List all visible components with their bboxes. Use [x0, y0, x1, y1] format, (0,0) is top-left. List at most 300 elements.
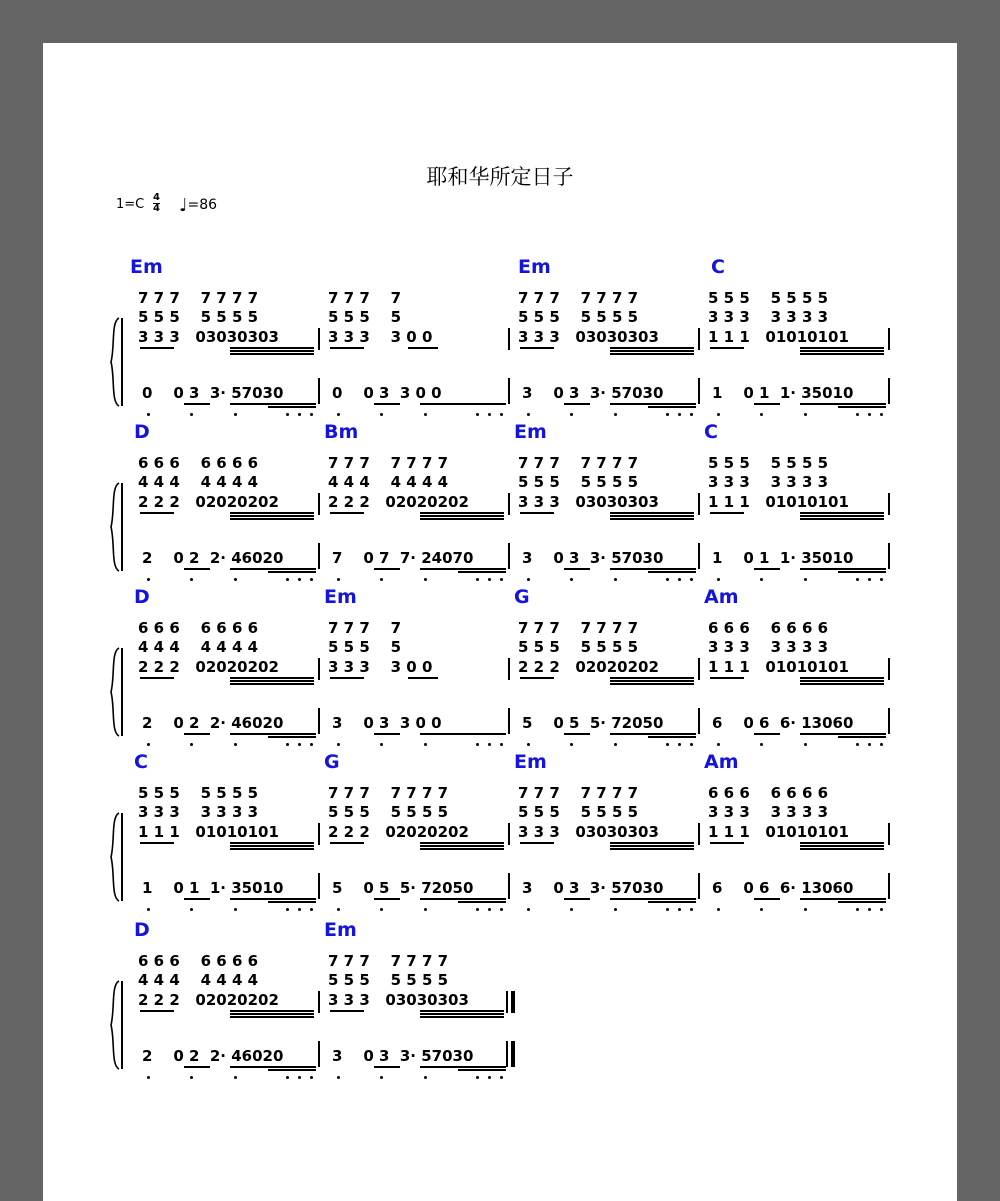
- barline: [698, 378, 700, 404]
- upper-voice-line-3: 1 1 1 01010101: [708, 823, 849, 841]
- beam-line: [800, 680, 884, 682]
- upper-voice-line-3: 3 3 3 03030303: [328, 991, 469, 1009]
- beam-line: [800, 898, 886, 900]
- key-signature: 1=C: [116, 197, 145, 212]
- octave-dot: [856, 908, 859, 911]
- beam-line: [564, 898, 590, 900]
- octave-dot: [234, 908, 237, 911]
- beam-line: [800, 733, 886, 735]
- beam-line: [420, 568, 506, 570]
- beam-line: [140, 347, 174, 349]
- octave-dot: [760, 413, 763, 416]
- beam-line: [268, 406, 316, 408]
- octave-dot: [190, 578, 193, 581]
- chord-label: G: [324, 751, 340, 773]
- beam-line: [140, 512, 174, 514]
- octave-dot: [424, 413, 427, 416]
- octave-dot: [500, 1076, 503, 1079]
- octave-dot: [856, 578, 859, 581]
- barline: [508, 543, 510, 569]
- octave-dot: [147, 908, 150, 911]
- upper-voice-line-1: 7 7 7 7: [328, 619, 402, 637]
- lower-voice-line: 1 0 1 1· 35010: [712, 549, 854, 567]
- beam-line: [458, 1069, 506, 1071]
- beam-line: [230, 1066, 316, 1068]
- beam-line: [520, 512, 554, 514]
- beam-line: [610, 680, 694, 682]
- octave-dot: [856, 743, 859, 746]
- beam-line: [610, 403, 696, 405]
- barline: [318, 658, 320, 680]
- beam-line: [330, 347, 364, 349]
- upper-voice-line-2: 5 5 5 5 5 5 5: [138, 308, 259, 326]
- upper-voice-line-2: 5 5 5 5: [328, 638, 402, 656]
- octave-dot: [690, 413, 693, 416]
- upper-voice-line-2: 4 4 4 4 4 4 4: [138, 638, 259, 656]
- barline: [698, 328, 700, 350]
- octave-dot: [488, 908, 491, 911]
- octave-dot: [488, 578, 491, 581]
- beam-line: [800, 518, 884, 520]
- beam-line: [230, 568, 316, 570]
- barline: [508, 328, 510, 350]
- barline: [508, 658, 510, 680]
- upper-voice-line-2: 5 5 5 5 5 5 5: [328, 971, 449, 989]
- beam-line: [610, 677, 694, 679]
- beam-line: [374, 898, 400, 900]
- octave-dot: [488, 1076, 491, 1079]
- beam-line: [838, 736, 886, 738]
- beam-line: [610, 733, 696, 735]
- beam-line: [420, 845, 504, 847]
- beam-line: [610, 848, 694, 850]
- octave-dot: [527, 743, 530, 746]
- beam-line: [610, 898, 696, 900]
- lower-voice-line: 3 0 3 3 0 0: [332, 714, 442, 732]
- octave-dot: [804, 413, 807, 416]
- octave-dot: [760, 578, 763, 581]
- barline: [698, 708, 700, 734]
- octave-dot: [500, 908, 503, 911]
- beam-line: [610, 347, 694, 349]
- octave-dot: [500, 578, 503, 581]
- beam-line: [230, 680, 314, 682]
- octave-dot: [856, 413, 859, 416]
- upper-voice-line-1: 7 7 7 7 7 7 7: [518, 454, 639, 472]
- chord-label: Am: [704, 586, 739, 608]
- upper-voice-line-1: 5 5 5 5 5 5 5: [708, 289, 829, 307]
- beam-line: [230, 1010, 314, 1012]
- octave-dot: [666, 413, 669, 416]
- upper-voice-line-3: 2 2 2 02020202: [518, 658, 659, 676]
- upper-voice-line-2: 3 3 3 3 3 3 3: [708, 308, 829, 326]
- lower-voice-line: 2 0 2 2· 46020: [142, 714, 284, 732]
- upper-voice-line-1: 6 6 6 6 6 6 6: [138, 952, 259, 970]
- beam-line: [648, 901, 696, 903]
- barline: [888, 328, 890, 350]
- upper-voice-line-3: 3 3 3 03030303: [518, 493, 659, 511]
- barline: [508, 493, 510, 515]
- beam-line: [374, 1066, 400, 1068]
- lower-voice-line: 0 0 3 3 0 0: [332, 384, 442, 402]
- beam-line: [610, 683, 694, 685]
- beam-line: [610, 350, 694, 352]
- upper-voice-line-1: 7 7 7 7 7 7 7: [328, 454, 449, 472]
- lower-voice-line: 0 0 3 3· 57030: [142, 384, 284, 402]
- beam-line: [458, 901, 506, 903]
- beam-line: [610, 518, 694, 520]
- upper-voice-line-1: 7 7 7 7 7 7 7: [518, 289, 639, 307]
- barline: [318, 708, 320, 734]
- beam-line: [230, 347, 314, 349]
- upper-voice-line-1: 5 5 5 5 5 5 5: [708, 454, 829, 472]
- beam-line: [710, 512, 744, 514]
- beam-line: [800, 403, 886, 405]
- octave-dot: [190, 413, 193, 416]
- beam-line: [754, 403, 780, 405]
- upper-voice-line-1: 6 6 6 6 6 6 6: [138, 454, 259, 472]
- barline: [508, 823, 510, 845]
- lower-voice-line: 3 0 3 3· 57030: [522, 879, 664, 897]
- beam-line: [420, 1016, 504, 1018]
- upper-voice-line-3: 3 3 3 03030303: [518, 823, 659, 841]
- upper-voice-line-3: 1 1 1 01010101: [708, 493, 849, 511]
- octave-dot: [337, 413, 340, 416]
- octave-dot: [234, 743, 237, 746]
- barline: [698, 493, 700, 515]
- lower-voice-line: 2 0 2 2· 46020: [142, 1047, 284, 1065]
- octave-dot: [190, 1076, 193, 1079]
- chord-label: D: [134, 586, 150, 608]
- octave-dot: [310, 908, 313, 911]
- beam-line: [800, 677, 884, 679]
- octave-dot: [614, 413, 617, 416]
- quarter-note-icon: ♩: [179, 195, 188, 216]
- octave-dot: [868, 908, 871, 911]
- beam-line: [420, 515, 504, 517]
- upper-voice-line-2: 4 4 4 4 4 4 4: [138, 473, 259, 491]
- beam-line: [268, 901, 316, 903]
- upper-voice-line-3: 3 3 3 3 0 0: [328, 658, 433, 676]
- upper-voice-line-3: 2 2 2 02020202: [138, 658, 279, 676]
- octave-dot: [570, 908, 573, 911]
- upper-voice-line-3: 3 3 3 3 0 0: [328, 328, 433, 346]
- upper-voice-line-2: 5 5 5 5: [328, 308, 402, 326]
- beam-line: [754, 733, 780, 735]
- beam-line: [140, 842, 174, 844]
- octave-dot: [286, 908, 289, 911]
- beam-line: [610, 512, 694, 514]
- final-barline-thick: [511, 991, 515, 1013]
- octave-dot: [880, 413, 883, 416]
- beam-line: [330, 677, 364, 679]
- octave-dot: [868, 413, 871, 416]
- upper-voice-line-2: 5 5 5 5 5 5 5: [328, 803, 449, 821]
- octave-dot: [880, 578, 883, 581]
- beam-line: [420, 1010, 504, 1012]
- upper-voice-line-2: 4 4 4 4 4 4 4: [328, 473, 449, 491]
- octave-dot: [424, 1076, 427, 1079]
- barline: [888, 493, 890, 515]
- barline: [888, 543, 890, 569]
- upper-voice-line-3: 2 2 2 02020202: [138, 991, 279, 1009]
- octave-dot: [310, 743, 313, 746]
- beam-line: [420, 403, 506, 405]
- chord-label: D: [134, 421, 150, 443]
- beam-line: [184, 403, 210, 405]
- octave-dot: [424, 743, 427, 746]
- beam-line: [408, 677, 438, 679]
- barline: [888, 873, 890, 899]
- octave-dot: [880, 908, 883, 911]
- barline: [888, 708, 890, 734]
- beam-line: [800, 842, 884, 844]
- lower-voice-line: 2 0 2 2· 46020: [142, 549, 284, 567]
- barline: [318, 1041, 320, 1067]
- beam-line: [140, 677, 174, 679]
- lower-voice-line: 3 0 3 3· 57030: [522, 549, 664, 567]
- beam-line: [610, 568, 696, 570]
- beam-line: [184, 1066, 210, 1068]
- octave-dot: [527, 578, 530, 581]
- upper-voice-line-3: 3 3 3 03030303: [138, 328, 279, 346]
- chord-label: C: [711, 256, 725, 278]
- chord-label: Em: [518, 256, 551, 278]
- upper-voice-line-3: 2 2 2 02020202: [138, 493, 279, 511]
- octave-dot: [678, 743, 681, 746]
- beam-line: [184, 898, 210, 900]
- octave-dot: [476, 1076, 479, 1079]
- barline: [698, 823, 700, 845]
- beam-line: [268, 1069, 316, 1071]
- octave-dot: [666, 908, 669, 911]
- octave-dot: [804, 908, 807, 911]
- octave-dot: [476, 908, 479, 911]
- upper-voice-line-1: 6 6 6 6 6 6 6: [708, 619, 829, 637]
- final-barline-thin: [506, 1041, 508, 1067]
- barline: [698, 658, 700, 680]
- lower-voice-line: 6 0 6 6· 13060: [712, 879, 854, 897]
- beam-line: [230, 512, 314, 514]
- octave-dot: [310, 413, 313, 416]
- upper-voice-line-2: 3 3 3 3 3 3 3: [708, 803, 829, 821]
- octave-dot: [424, 908, 427, 911]
- score-page: [43, 43, 957, 1201]
- octave-dot: [717, 413, 720, 416]
- chord-label: C: [704, 421, 718, 443]
- beam-line: [564, 733, 590, 735]
- beam-line: [230, 1013, 314, 1015]
- lower-voice-line: 3 0 3 3· 57030: [332, 1047, 474, 1065]
- barline: [888, 823, 890, 845]
- beam-line: [268, 571, 316, 573]
- octave-dot: [678, 413, 681, 416]
- beam-line: [800, 347, 884, 349]
- system-start-barline: [121, 648, 123, 736]
- chord-label: Em: [324, 586, 357, 608]
- octave-dot: [190, 743, 193, 746]
- octave-dot: [310, 578, 313, 581]
- system-start-barline: [121, 813, 123, 901]
- octave-dot: [286, 578, 289, 581]
- barline: [318, 991, 320, 1013]
- tempo-marking: ♩=86: [179, 195, 218, 216]
- beam-line: [420, 842, 504, 844]
- lower-voice-line: 5 0 5 5· 72050: [522, 714, 664, 732]
- upper-voice-line-3: 2 2 2 02020202: [328, 493, 469, 511]
- octave-dot: [527, 908, 530, 911]
- octave-dot: [500, 413, 503, 416]
- beam-line: [140, 1010, 174, 1012]
- barline: [318, 543, 320, 569]
- beam-line: [420, 898, 506, 900]
- barline: [318, 378, 320, 404]
- final-barline-thick: [511, 1041, 515, 1067]
- octave-dot: [337, 578, 340, 581]
- octave-dot: [614, 743, 617, 746]
- system-start-barline: [121, 483, 123, 571]
- upper-voice-line-1: 6 6 6 6 6 6 6: [138, 619, 259, 637]
- system-start-barline: [121, 981, 123, 1069]
- beam-line: [520, 677, 554, 679]
- beam-line: [754, 898, 780, 900]
- beam-line: [408, 347, 438, 349]
- upper-voice-line-1: 7 7 7 7 7 7 7: [518, 784, 639, 802]
- beam-line: [754, 568, 780, 570]
- beam-line: [800, 350, 884, 352]
- octave-dot: [570, 743, 573, 746]
- lower-voice-line: 1 0 1 1· 35010: [712, 384, 854, 402]
- chord-label: Bm: [324, 421, 359, 443]
- octave-dot: [527, 413, 530, 416]
- upper-voice-line-3: 1 1 1 01010101: [708, 658, 849, 676]
- beam-line: [800, 845, 884, 847]
- octave-dot: [476, 578, 479, 581]
- octave-dot: [380, 908, 383, 911]
- barline: [318, 823, 320, 845]
- beam-line: [458, 571, 506, 573]
- beam-line: [420, 848, 504, 850]
- octave-dot: [286, 413, 289, 416]
- upper-voice-line-2: 3 3 3 3 3 3 3: [138, 803, 259, 821]
- octave-dot: [570, 413, 573, 416]
- octave-dot: [424, 578, 427, 581]
- beam-line: [648, 571, 696, 573]
- barline: [318, 328, 320, 350]
- beam-line: [610, 845, 694, 847]
- octave-dot: [380, 413, 383, 416]
- beam-line: [420, 512, 504, 514]
- octave-dot: [298, 1076, 301, 1079]
- beam-line: [800, 568, 886, 570]
- octave-dot: [337, 908, 340, 911]
- octave-dot: [286, 1076, 289, 1079]
- chord-label: Em: [324, 919, 357, 941]
- beam-line: [330, 842, 364, 844]
- beam-line: [230, 353, 314, 355]
- octave-dot: [868, 578, 871, 581]
- octave-dot: [298, 413, 301, 416]
- octave-dot: [804, 578, 807, 581]
- octave-dot: [488, 743, 491, 746]
- upper-voice-line-1: 7 7 7 7 7 7 7: [138, 289, 259, 307]
- barline: [318, 873, 320, 899]
- beam-line: [230, 842, 314, 844]
- octave-dot: [760, 908, 763, 911]
- octave-dot: [690, 908, 693, 911]
- beam-line: [230, 1016, 314, 1018]
- beam-line: [230, 898, 316, 900]
- beam-line: [230, 733, 316, 735]
- beam-line: [838, 571, 886, 573]
- lower-voice-line: 5 0 5 5· 72050: [332, 879, 474, 897]
- chord-label: D: [134, 919, 150, 941]
- upper-voice-line-1: 7 7 7 7: [328, 289, 402, 307]
- beam-line: [230, 677, 314, 679]
- beam-line: [838, 901, 886, 903]
- octave-dot: [614, 908, 617, 911]
- octave-dot: [298, 908, 301, 911]
- octave-dot: [234, 578, 237, 581]
- chord-label: Em: [130, 256, 163, 278]
- upper-voice-line-3: 3 3 3 03030303: [518, 328, 659, 346]
- upper-voice-line-2: 4 4 4 4 4 4 4: [138, 971, 259, 989]
- octave-dot: [690, 578, 693, 581]
- time-signature: 4 4: [153, 192, 160, 214]
- lower-voice-line: 3 0 3 3· 57030: [522, 384, 664, 402]
- octave-dot: [298, 578, 301, 581]
- upper-voice-line-1: 5 5 5 5 5 5 5: [138, 784, 259, 802]
- lower-voice-line: 6 0 6 6· 13060: [712, 714, 854, 732]
- octave-dot: [476, 743, 479, 746]
- beam-line: [648, 406, 696, 408]
- octave-dot: [310, 1076, 313, 1079]
- beam-line: [420, 1066, 506, 1068]
- beam-line: [330, 512, 364, 514]
- octave-dot: [337, 1076, 340, 1079]
- octave-dot: [337, 743, 340, 746]
- octave-dot: [717, 908, 720, 911]
- barline: [508, 378, 510, 404]
- barline: [698, 873, 700, 899]
- upper-voice-line-2: 5 5 5 5 5 5 5: [518, 803, 639, 821]
- octave-dot: [147, 578, 150, 581]
- octave-dot: [380, 578, 383, 581]
- octave-dot: [717, 743, 720, 746]
- octave-dot: [476, 413, 479, 416]
- upper-voice-line-3: 1 1 1 01010101: [138, 823, 279, 841]
- octave-dot: [717, 578, 720, 581]
- beam-line: [520, 347, 554, 349]
- octave-dot: [678, 908, 681, 911]
- octave-dot: [147, 743, 150, 746]
- upper-voice-line-3: 2 2 2 02020202: [328, 823, 469, 841]
- octave-dot: [147, 1076, 150, 1079]
- beam-line: [564, 403, 590, 405]
- barline: [508, 708, 510, 734]
- beam-line: [184, 733, 210, 735]
- octave-dot: [880, 743, 883, 746]
- octave-dot: [380, 743, 383, 746]
- beam-line: [800, 683, 884, 685]
- chord-label: Em: [514, 751, 547, 773]
- beam-line: [800, 515, 884, 517]
- beam-line: [230, 518, 314, 520]
- upper-voice-line-2: 5 5 5 5 5 5 5: [518, 638, 639, 656]
- beam-line: [420, 518, 504, 520]
- chord-label: G: [514, 586, 530, 608]
- octave-dot: [570, 578, 573, 581]
